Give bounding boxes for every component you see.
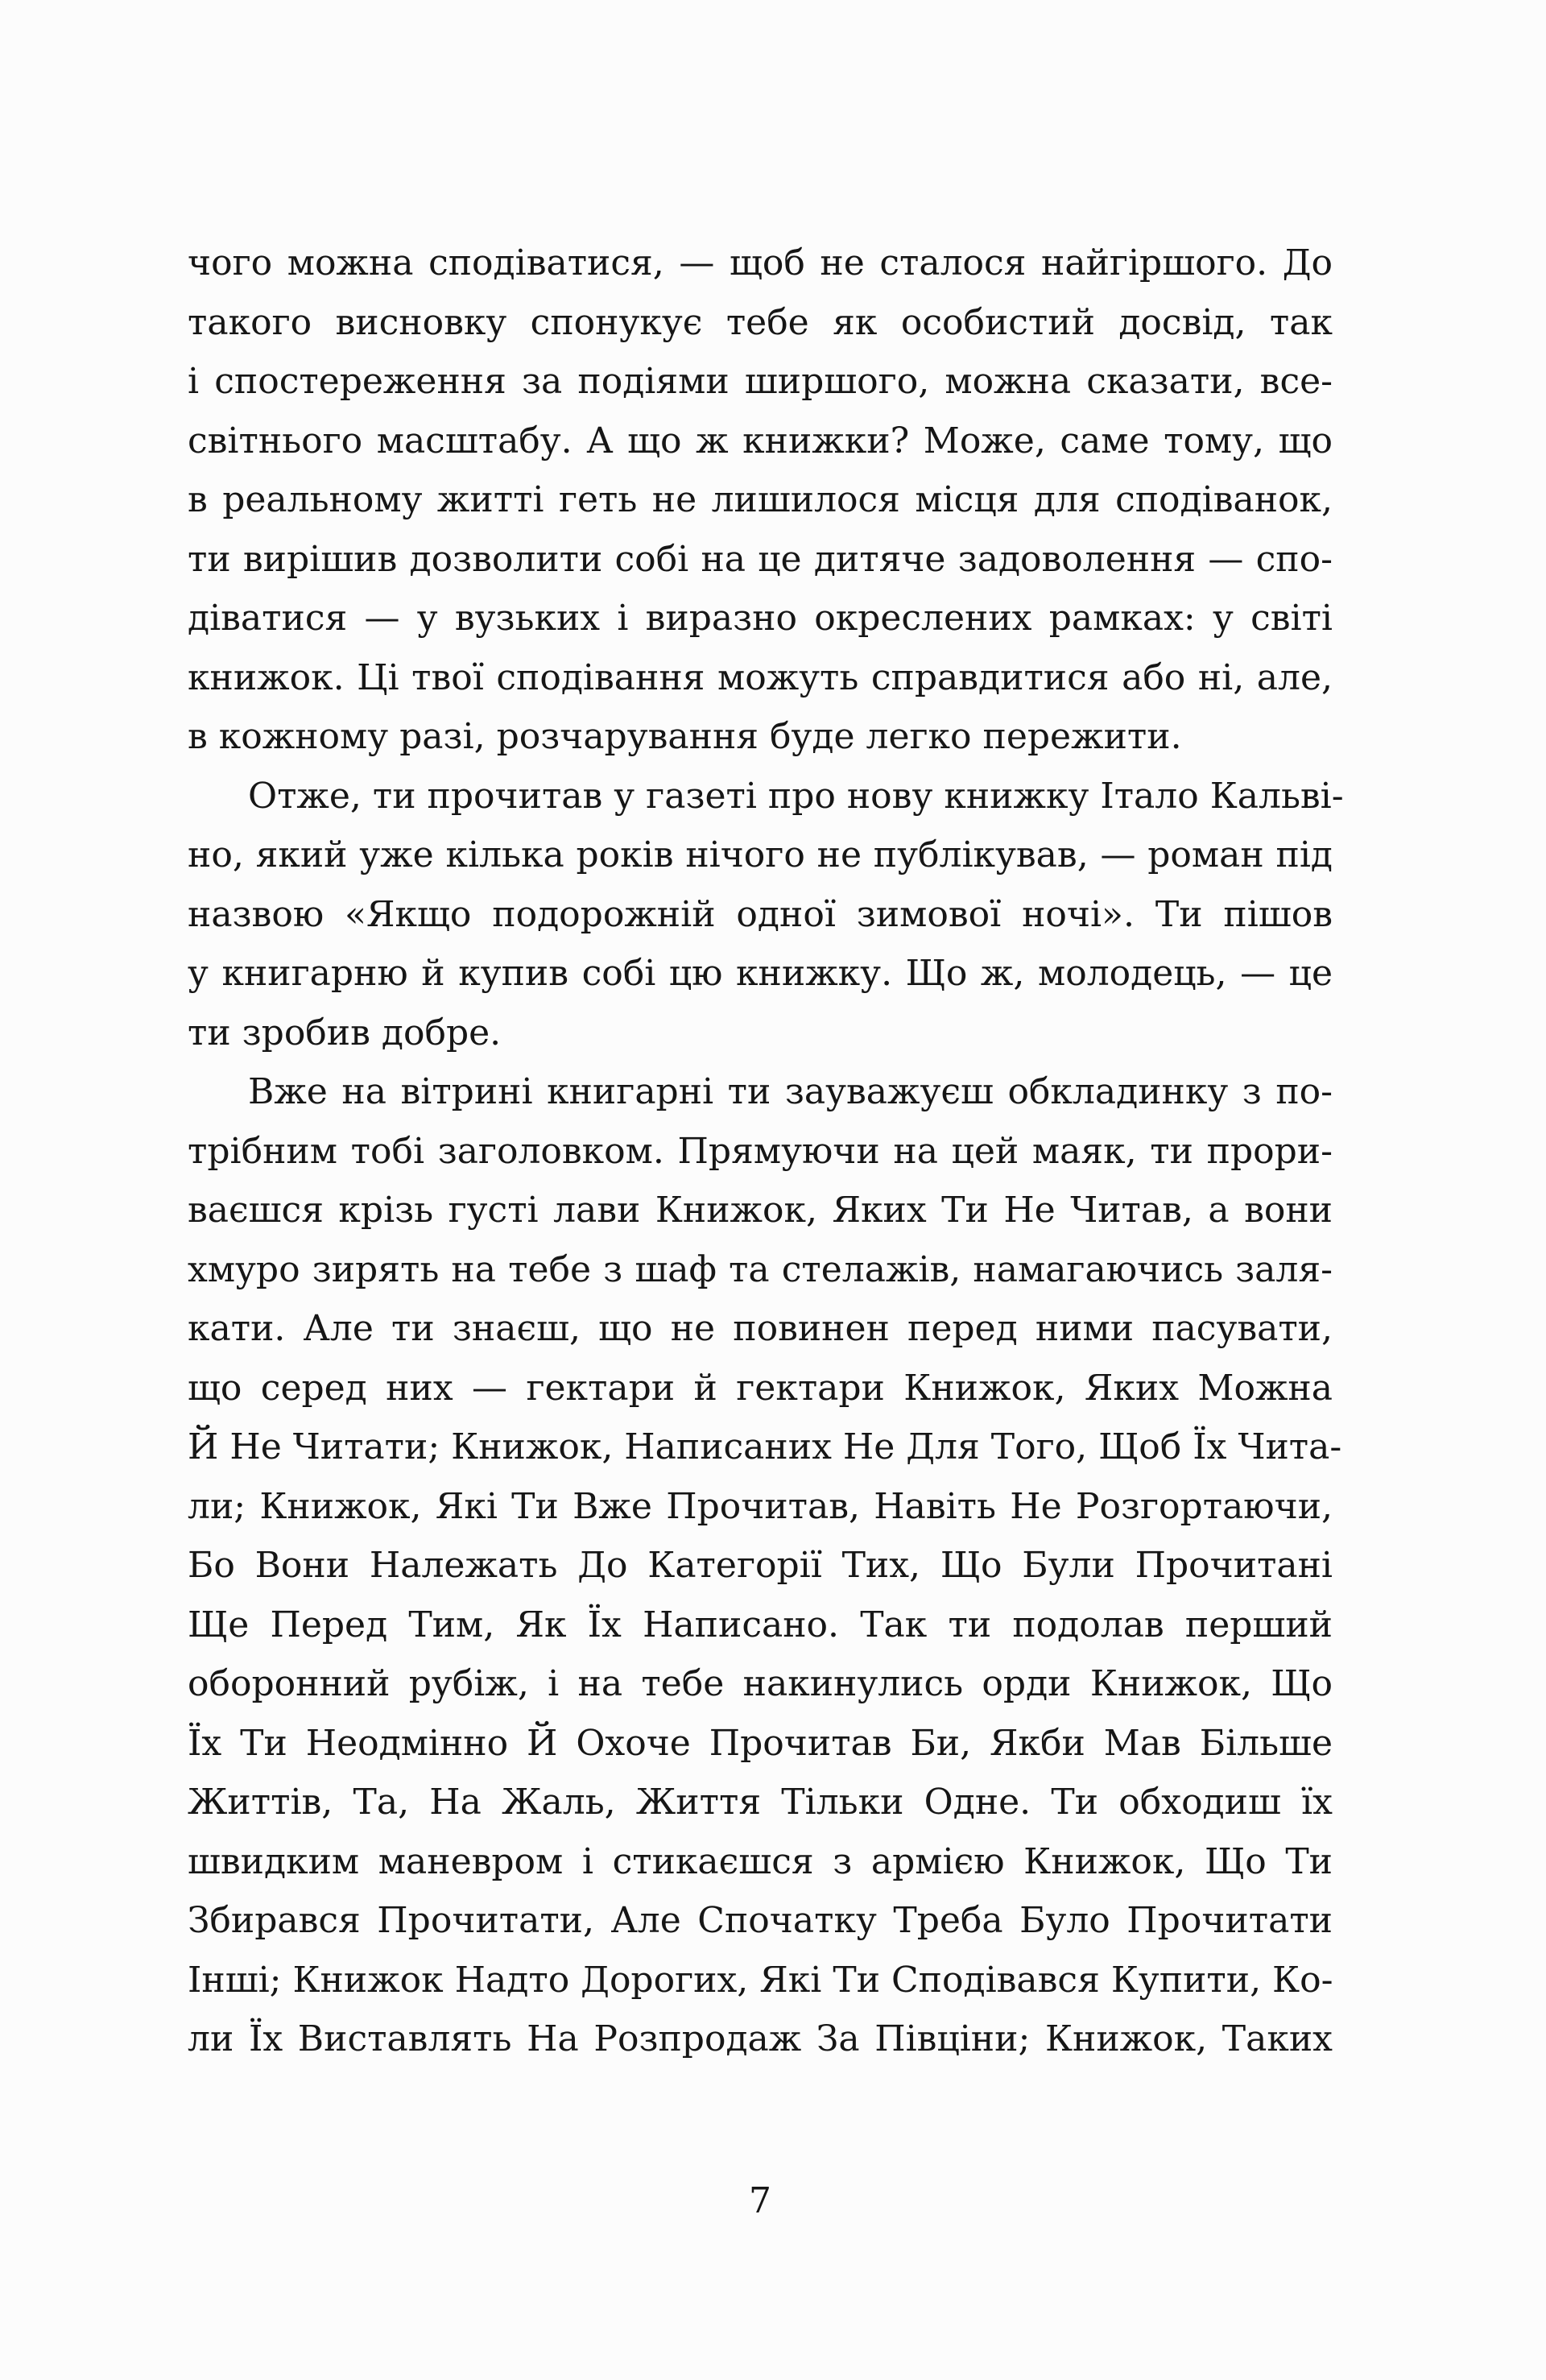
text-line: назвою «Якщо подорожній одної зимової ночі». Ти пішов xyxy=(188,893,1333,935)
text-line: оборонний рубіж, і на тебе накинулись орди Книжок, Що xyxy=(188,1663,1333,1704)
text-line: Збирався Прочитати, Але Спочатку Треба Було Прочитати xyxy=(188,1900,1333,1941)
text-line: такого висновку спонукує тебе як особистий досвід, так xyxy=(188,301,1333,343)
text-line: кати. Але ти знаєш, що не повинен перед ними пасувати, xyxy=(188,1308,1333,1349)
text-line: Інші; Книжок Надто Дорогих, Які Ти Сподівався Купити, Ко- xyxy=(188,1959,1333,2001)
text-line: Їх Ти Неодмінно Й Охоче Прочитав Би, Якби Мав Більше xyxy=(188,1722,1333,1764)
text-line: ти вирішив дозволити собі на це дитяче задоволення — спо- xyxy=(188,538,1333,580)
text-line: ваєшся крізь густі лави Книжок, Яких Ти Не Читав, а вони xyxy=(188,1190,1333,1231)
text-line: Бо Вони Належать До Категорії Тих, Що Були Прочитані xyxy=(188,1545,1333,1586)
text-line: діватися — у вузьких і виразно окреслених рамках: у світі xyxy=(188,598,1333,639)
text-line: що серед них — гектари й гектари Книжок, Яких Можна xyxy=(188,1367,1333,1409)
page-number: 7 xyxy=(749,2180,771,2221)
text-line: у книгарню й купив собі цю книжку. Що ж, молодець, — це xyxy=(188,953,1333,994)
text-line: швидким маневром і стикаєшся з армією Книжок, Що Ти xyxy=(188,1840,1333,1882)
text-line: книжок. Ці твої сподівання можуть справдитися або ні, але, xyxy=(188,656,1333,698)
text-line: Життів, Та, На Жаль, Життя Тільки Одне. Ти обходиш їх xyxy=(188,1782,1333,1823)
text-line: в реальному житті геть не лишилося місця для сподіванок, xyxy=(188,479,1333,520)
text-line: і спостереження за подіями ширшого, можна сказати, все- xyxy=(188,361,1333,402)
text-line: Й Не Читати; Книжок, Написаних Не Для Того, Щоб Їх Чита- xyxy=(188,1426,1342,1467)
text-line: ли; Книжок, Які Ти Вже Прочитав, Навіть Не Розгортаючи, xyxy=(188,1485,1333,1527)
text-line: трібним тобі заголовком. Прямуючи на цей маяк, ти прори- xyxy=(188,1130,1333,1172)
page-text xyxy=(188,234,1344,2069)
text-line: ти зробив добре. xyxy=(188,1012,502,1053)
text-line: но, який уже кілька років нічого не публікував, — роман під xyxy=(188,834,1333,875)
text-line: чого можна сподіватися, — щоб не сталося найгіршого. До xyxy=(188,242,1333,284)
text-line: Вже на вітрині книгарні ти зауважуєш обкладинку з по- xyxy=(248,1071,1333,1112)
text-line: хмуро зирять на тебе з шаф та стелажів, намагаючись заля- xyxy=(188,1248,1333,1290)
text-line: ли Їх Виставлять На Розпродаж За Півціни; Книжок, Таких xyxy=(188,2018,1333,2059)
text-line: Ще Перед Тим, Як Їх Написано. Так ти подолав перший xyxy=(188,1604,1333,1645)
text-line: Отже, ти прочитав у газеті про нову книжку Італо Кальві- xyxy=(248,775,1344,817)
text-line: в кожному разі, розчарування буде легко пережити. xyxy=(188,716,1182,757)
text-line: світнього масштабу. А що ж книжки? Може, саме тому, що xyxy=(188,420,1333,462)
